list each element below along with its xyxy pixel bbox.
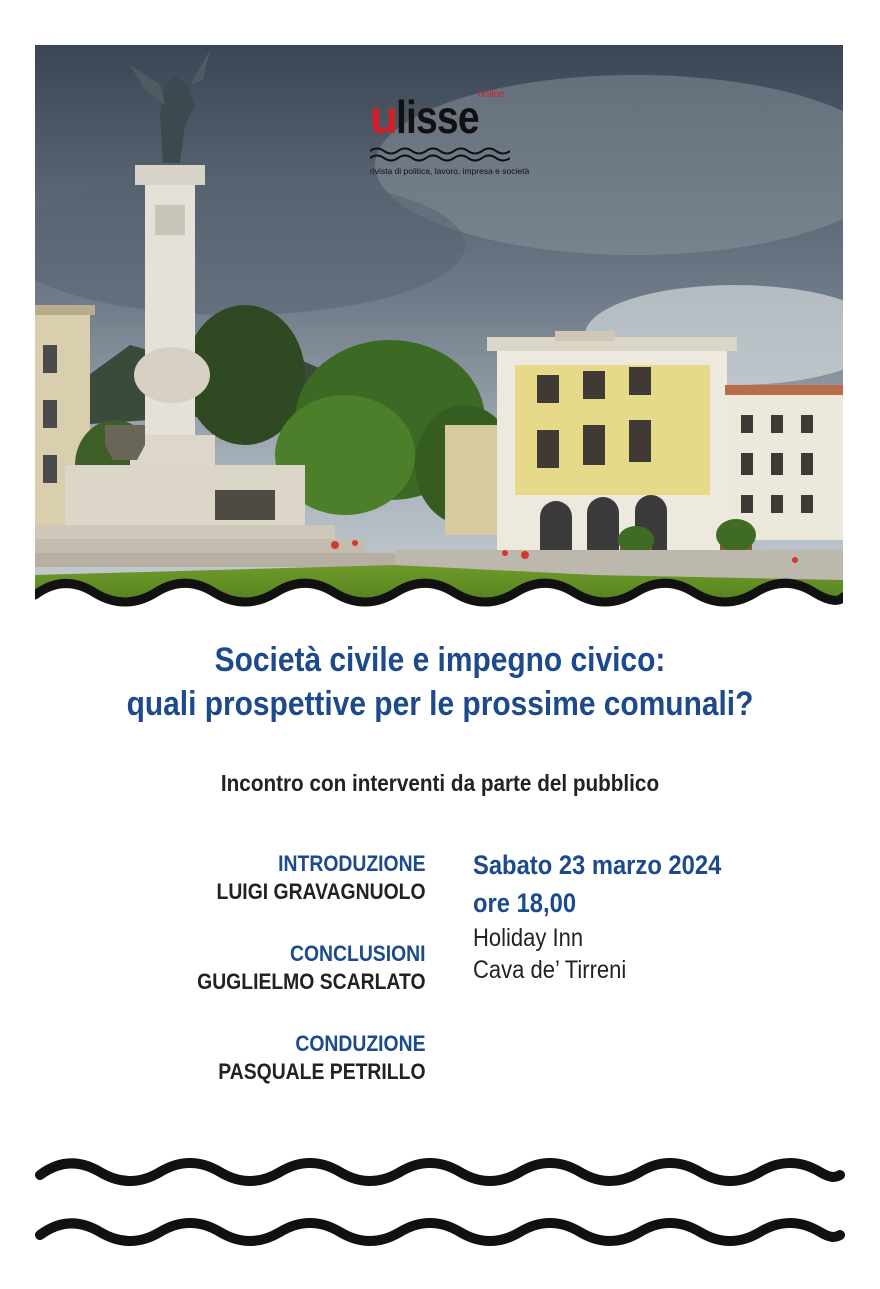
role-name-introduzione: LUIGI GRAVAGNUOLO (216, 879, 426, 904)
event-date: Sabato 23 marzo 2024 (473, 850, 722, 880)
logo-u-letter: u (370, 91, 398, 143)
role-label-conduzione: CONDUZIONE (295, 1031, 426, 1056)
logo-tagline: rivista di politica, lavoro, impresa e società (370, 166, 530, 176)
logo-online-label: online (478, 89, 505, 100)
role-label-introduzione: INTRODUZIONE (278, 851, 426, 876)
ulisse-logo (370, 82, 530, 182)
speakers-list (166, 850, 426, 1086)
event-city: Cava de’ Tirreni (473, 956, 627, 984)
title-line-2: quali prospettive per le prossime comunali? (126, 685, 754, 723)
event-details (473, 846, 755, 986)
role-label-conclusioni: CONCLUSIONI (290, 941, 426, 966)
event-venue: Holiday Inn (473, 924, 584, 952)
logo-wordmark: lisse (396, 91, 479, 143)
event-time: ore 18,00 (473, 888, 577, 918)
logo-waves-icon (370, 146, 510, 164)
role-name-conclusioni: GUGLIELMO SCARLATO (197, 969, 426, 994)
event-subtitle: Incontro con interventi da parte del pubblico (220, 770, 660, 796)
event-title (53, 638, 827, 726)
bottom-waves-decoration (35, 1150, 845, 1270)
role-name-conduzione: PASQUALE PETRILLO (218, 1059, 426, 1084)
title-line-1: Società civile e impegno civico: (214, 641, 666, 679)
